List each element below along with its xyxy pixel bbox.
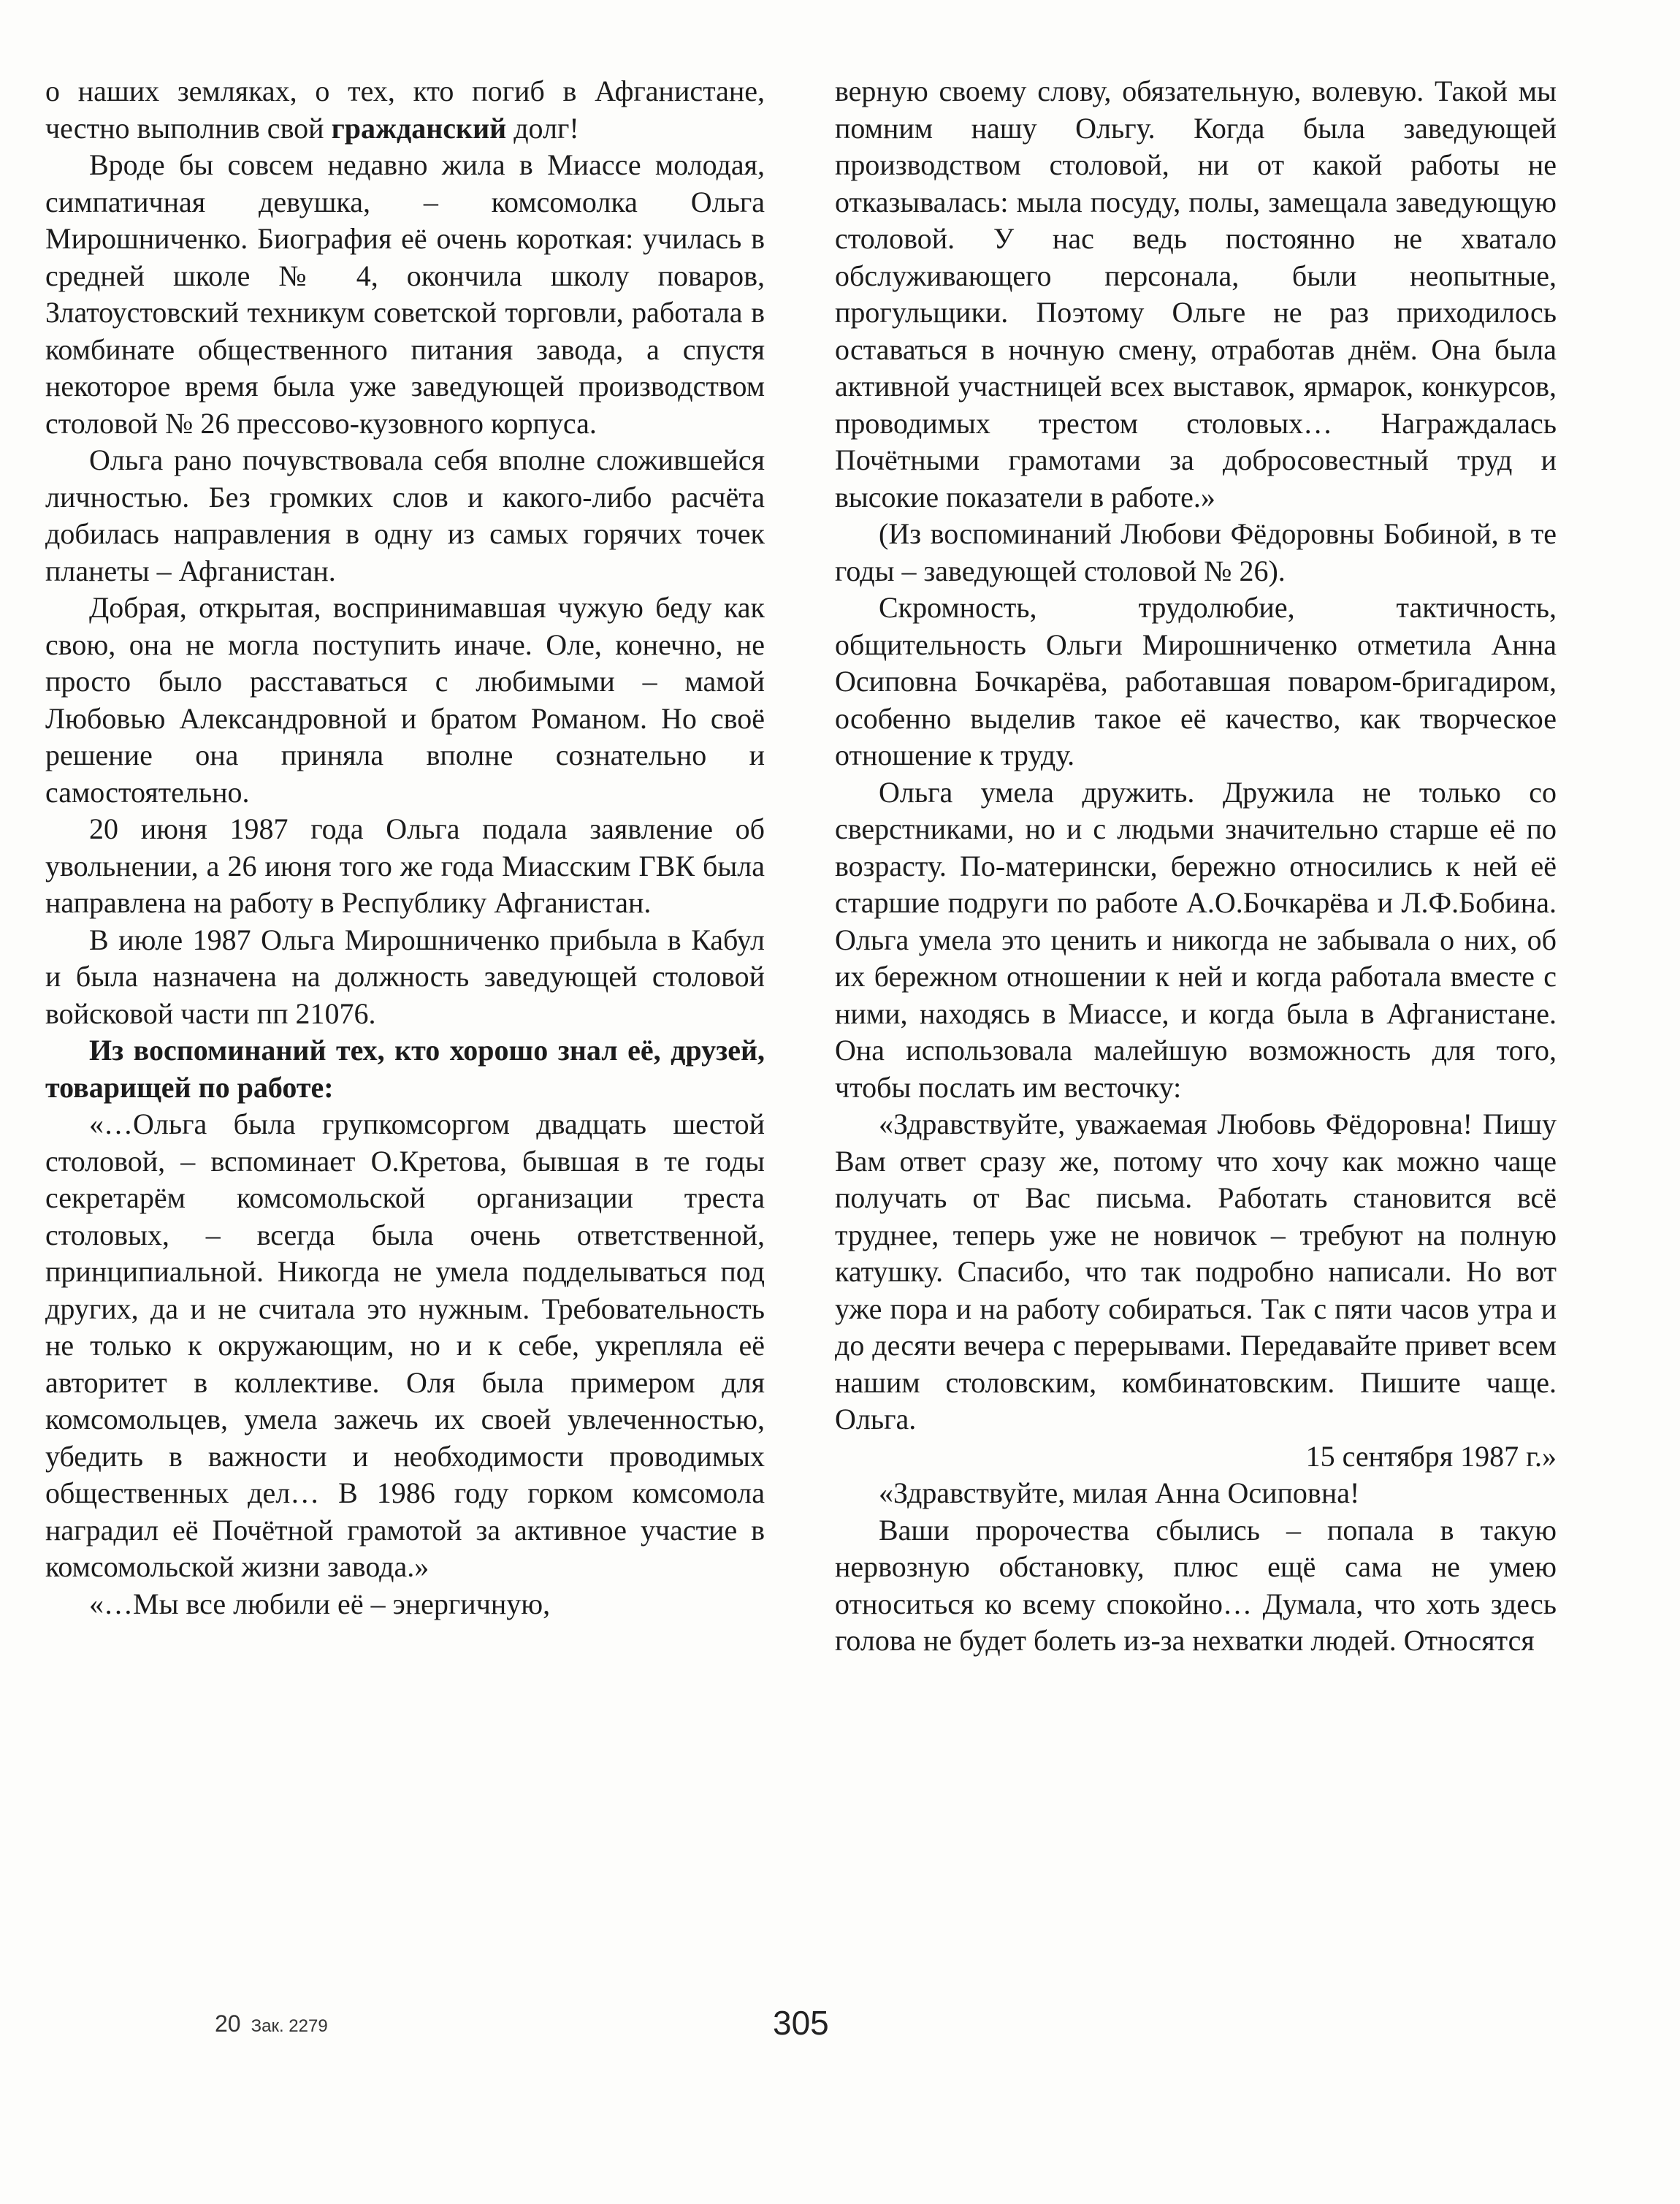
quote-paragraph: «…Мы все любили её – энергичную, [89,1587,551,1620]
paragraph: Ольга умела дружить. Дружила не только со сверстниками, но и с людьми значительно старше её по возрасту. По-матерински, бережно относились к ней её старшие подруги по работе А.О.Бочкарёва и Л.Ф.Бобина. Ольга умела это ценить и никогда не забывала о них, об их бережном отношении к ней и когда работала вместе с ними, находясь в Миассе, и когда была в Афганистане. Она использовала малейшую возможность для того, чтобы послать им весточку: [835,775,1557,1104]
left-text-column [45,73,765,1623]
paragraph-text: о наших земляках, о тех, кто погиб в Афганистане, честно выполнив свой [45,75,765,145]
paragraph: Скромность, трудолюбие, тактичность, общительность Ольги Мирошниченко отметила Анна Осиповна Бочкарёва, работавшая поваром-бригадиром, особенно выделив такое её качество, как творческое отношение к труду. [835,591,1557,771]
signature-number: 20 [215,2010,241,2037]
letter-paragraph: Ваши пророчества сбылись – попала в такую нервозную обстановку, плюс ещё сама не умею относиться ко всему спокойно… Думала, что хоть здесь голова не будет болеть из-за нехватки людей. Относятся [835,1513,1557,1657]
quote-paragraph: «…Ольга была групкомсоргом двадцать шестой столовой, – вспоминает О.Кретова, бывшая в те годы секретарём комсомольской организации треста столовых, – всегда была очень ответственной, принципиальной. Никогда не умела подделываться под других, да и не считала это нужным. Требовательность не только к окружающим, но и к себе, укрепляла её авторитет в коллективе. Оля была примером для комсомольцев, умела зажечь их своей увлеченностью, убедить в важности и необходимости проводимых общественных дел… В 1986 году горком комсомола наградил её Почётной грамотой за активное участие в комсомольской жизни завода.» [45,1107,765,1583]
paragraph-text: долг! [506,111,579,145]
letter-paragraph: «Здравствуйте, уважаемая Любовь Фёдоровна! Пишу Вам ответ сразу же, потому что хочу как можно чаще получать от Вас письма. Работать становится всё труднее, теперь уже не новичок – требуют на полную катушку. Спасибо, что так подробно написали. Но вот уже пора и на работу собираться. Так с пяти часов утра и до десяти вечера с перерывами. Передавайте привет всем нашим столовским, комбинатовским. Пишите чаще. Ольга. [835,1107,1557,1435]
paragraph: (Из воспоминаний Любови Фёдоровны Бобиной, в те годы – заведующей столовой № 26). [835,517,1557,587]
letter-date: 15 сентября 1987 г.» [1305,1439,1557,1473]
paragraph [45,73,765,147]
paragraph: Ольга рано почувствовала себя вполне сложившейся личностью. Без громких слов и какого-либо расчёта добилась направления в одну из самых горячих точек планеты – Афганистан. [45,443,765,587]
right-text-column [835,73,1557,1660]
paragraph: 20 июня 1987 года Ольга подала заявление об увольнении, а 26 июня того же года Миасским ГВК была направлена на работу в Республику Афганистан. [45,812,765,919]
printer-signature-mark [215,2010,328,2037]
letter-greeting: «Здравствуйте, милая Анна Осиповна! [879,1476,1360,1509]
paragraph: верную своему слову, обязательную, волевую. Такой мы помним нашу Ольгу. Когда была заведующей производством столовой, ни от какой работы не отказывалась: мыла посуду, полы, замещала заведующую столовой. У нас ведь постоянно не хватало обслуживающего персонала, были неопытные, прогульщики. Поэтому Ольге не раз приходилось оставаться в ночную смену, отработав днём. Она была активной участницей всех выставок, ярмарок, конкурсов, проводимых трестом столовых… Награждалась Почётными грамотами за добросовестный труд и высокие показатели в работе.» [835,75,1557,514]
page-number: 305 [773,2004,829,2042]
paragraph: Вроде бы совсем недавно жила в Миассе молодая, симпатичная девушка, – комсомолка Ольга Мирошниченко. Биография её очень короткая: училась в средней школе № 4, окончила школу поваров, Златоустовский техникум советской торговли, работала в комбинате общественного питания завода, а спустя некоторое время была уже заведующей производством столовой № 26 прессово-кузовного корпуса. [45,148,765,440]
paragraph-bold-text: гражданский [331,111,507,145]
paragraph: В июле 1987 Ольга Мирошниченко прибыла в Кабул и была назначена на должность заведующей столовой войсковой части пп 21076. [45,923,765,1030]
paragraph-heading: Из воспоминаний тех, кто хорошо знал её, друзей, товарищей по работе: [45,1034,765,1104]
paragraph: Добрая, открытая, воспринимавшая чужую беду как свою, она не могла поступить иначе. Оле, конечно, не просто было расставаться с любимыми – мамой Любовью Александровной и братом Романом. Но своё решение она приняла вполне сознательно и самостоятельно. [45,591,765,809]
signature-order: Зак. 2279 [251,2016,328,2036]
